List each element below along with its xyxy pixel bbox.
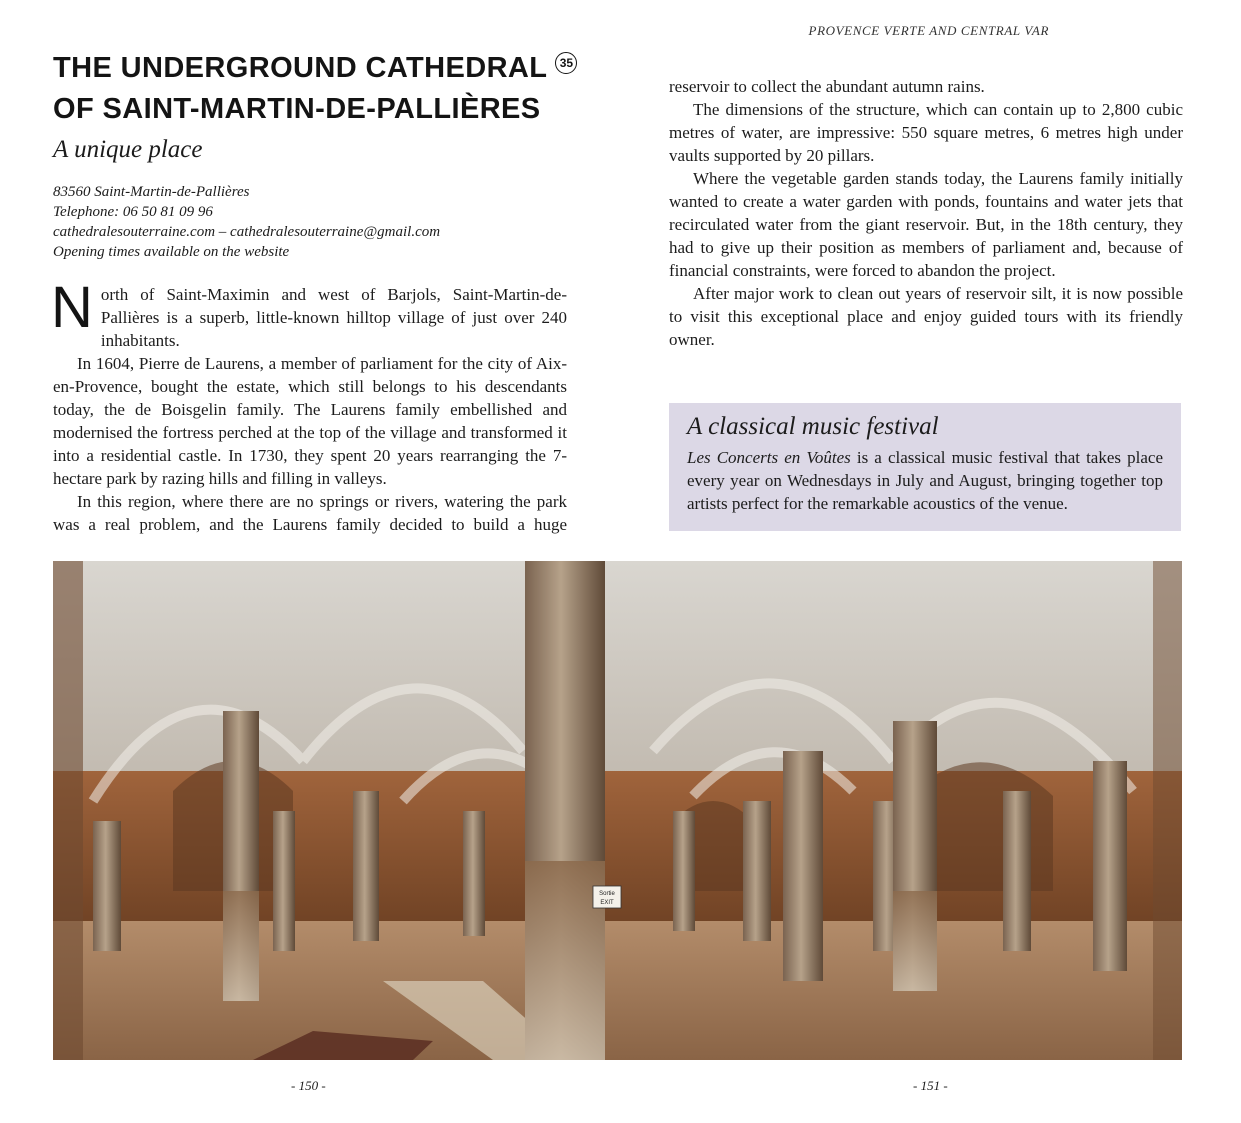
body-column-left <box>51 275 567 536</box>
paragraph-4: The dimensions of the structure, which can contain up to 2,800 cubic metres of water, are impressive: 550 square metres, 6 metres high under vaults supported by 20 pillars. <box>669 100 1183 165</box>
site-number-badge: 35 <box>555 52 577 74</box>
reservoir-illustration <box>53 561 1182 1060</box>
paragraph-5: Where the vegetable garden stands today, the Laurens family initially wanted to create a water garden with ponds, fountains and water jets that recirculated water from the giant reservoir. But, in the 18th century, they had to give up their position as members of parliament and, because of financial constraints, were forced to abandon the project. <box>669 169 1183 280</box>
title-line-1: THE UNDERGROUND CATHEDRAL <box>53 52 548 84</box>
article-subtitle: A unique place <box>53 136 203 163</box>
festival-description: is a classical music festival that takes place every year on Wednesdays in July and August, bringing together top artists perfect for the remarkable acoustics of the venue. <box>687 448 1163 513</box>
opening-times: Opening times available on the website <box>53 244 290 260</box>
festival-sidebar-box <box>669 403 1181 531</box>
title-line-2: OF SAINT-MARTIN-DE-PALLIÈRES <box>53 93 541 125</box>
body-column-right <box>669 75 1183 351</box>
festival-heading: A classical music festival <box>687 413 939 440</box>
telephone: Telephone: 06 50 81 09 96 <box>53 204 213 220</box>
festival-name: Les Concerts en Voûtes <box>687 448 851 467</box>
exit-sign-line-2: EXIT <box>600 900 614 906</box>
paragraph-1-text: orth of Saint-Maximin and west of Barjols, Saint-Martin-de-Pallières is a superb, little-known hilltop village of just over 240 inhabitants. <box>100 285 567 350</box>
address: 83560 Saint-Martin-de-Pallières <box>53 184 250 200</box>
drop-cap: N <box>51 275 93 340</box>
exit-sign-line-1: Sortie <box>599 891 615 897</box>
festival-text <box>687 446 1163 515</box>
website-email: cathedralesouterraine.com – cathedralesouterraine@gmail.com <box>53 224 441 240</box>
running-head: PROVENCE VERTE AND CENTRAL VAR <box>808 23 1049 38</box>
paragraph-1 <box>51 275 567 352</box>
practical-info <box>53 182 573 262</box>
paragraph-3-start: In this region, where there are no springs or rivers, watering the park was a real problem, and the Laurens family decided to build a huge <box>53 492 567 534</box>
page-number-right: - 151 - <box>913 1078 948 1093</box>
paragraph-6: After major work to clean out years of reservoir silt, it is now possible to visit this exceptional place and enjoy guided tours with its friendly owner. <box>669 284 1183 349</box>
article-title <box>53 48 613 130</box>
paragraph-2: In 1604, Pierre de Laurens, a member of parliament for the city of Aix-en-Provence, bought the estate, which still belongs to his descendants today, the de Boisgelin family. The Laurens family embellished and modernised the fortress perched at the top of the village and transformed it into a residential castle. In 1730, they spent 20 years rearranging the 7-hectare park by razing hills and filling in valleys. <box>53 354 567 488</box>
reservoir-photo <box>53 561 1182 1060</box>
paragraph-3-end: reservoir to collect the abundant autumn rains. <box>669 77 985 96</box>
page-number-left: - 150 - <box>291 1078 326 1093</box>
